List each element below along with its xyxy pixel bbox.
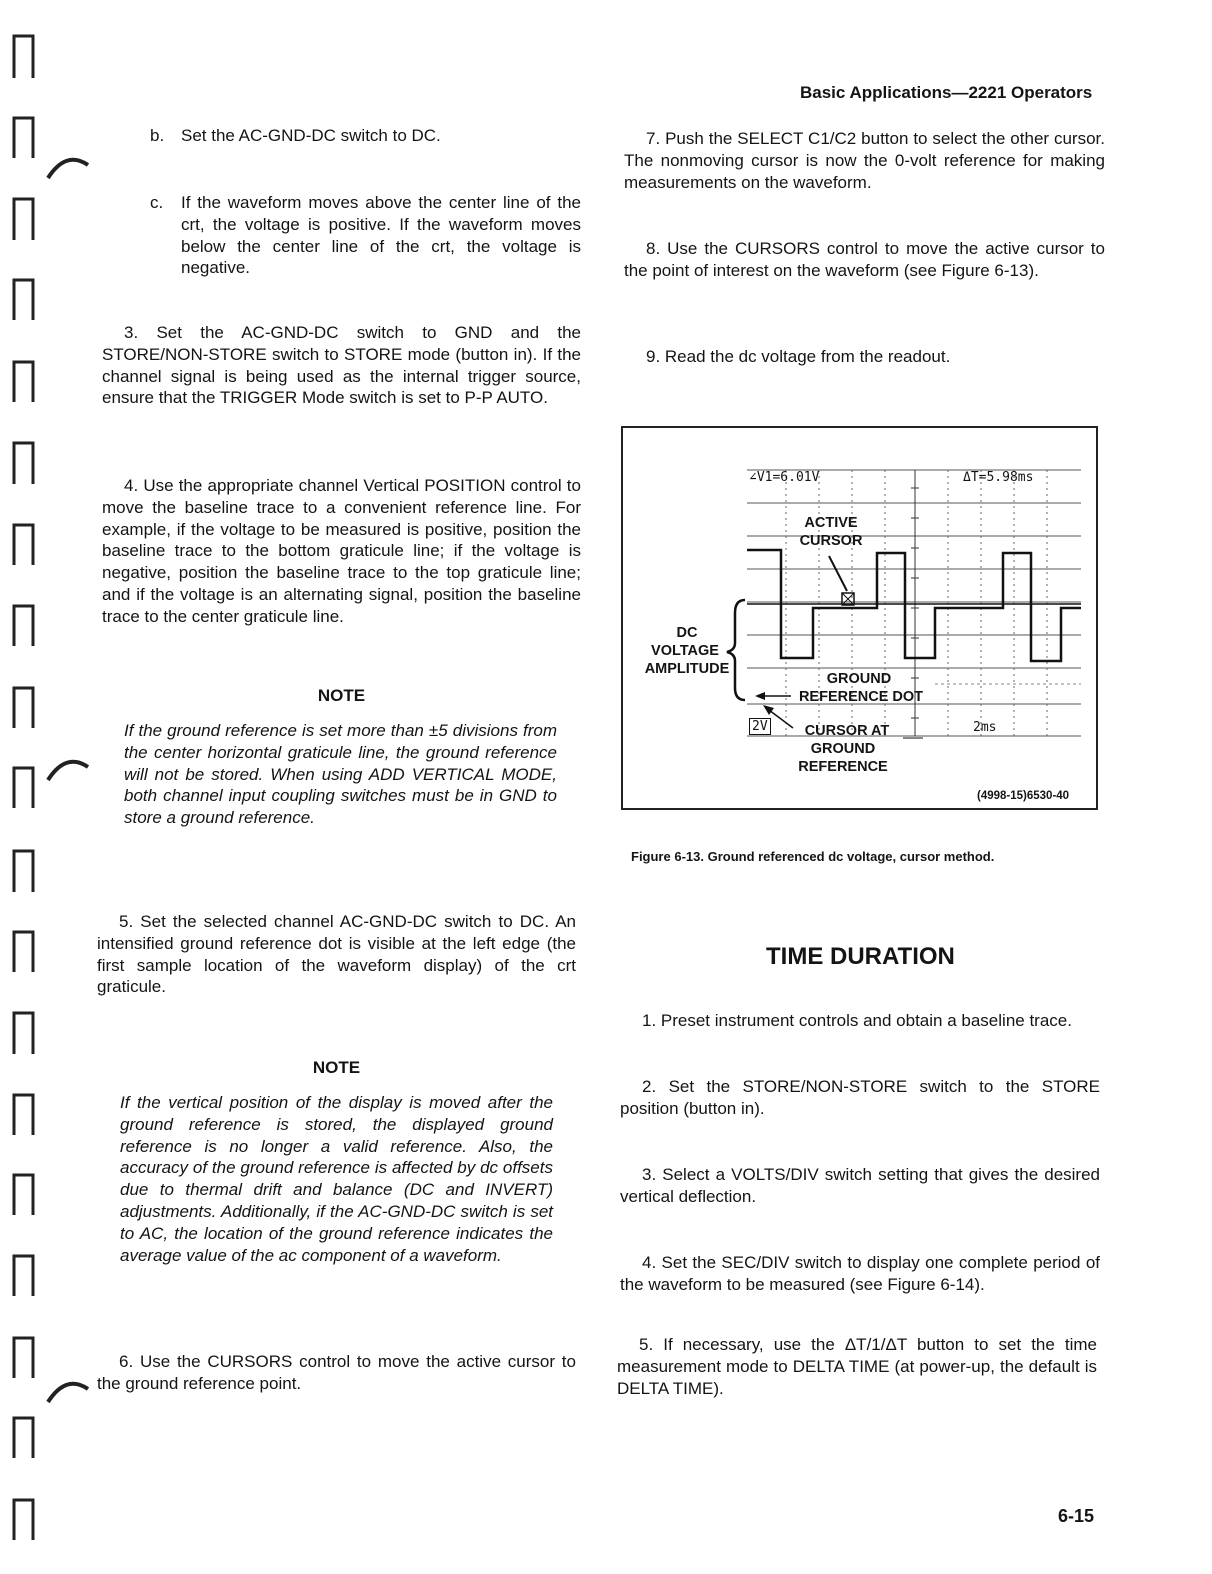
running-header: Basic Applications—2221 Operators xyxy=(800,83,1093,102)
figure-code: (4998-15)6530-40 xyxy=(977,790,1070,802)
readout-time: ΔT=5.98ms xyxy=(963,470,1034,485)
step-3: 3. Set the AC-GND-DC switch to GND and the STORE/NON-STORE switch to STORE mode (button in). If the channel signal is being used as the internal trigger source, ensure that the TRIGGER Mode switch is set to P-P AUTO. xyxy=(102,323,581,408)
step-4: 4. Use the appropriate channel Vertical POSITION control to move the baseline trace to a convenient reference line. For example, if the voltage to be measured is positive, position the baseline trace to the bottom graticule line; if the voltage is negative, position the baseline trace to the top graticule line; and if the voltage is an alternating signal, position the baseline trace to the center graticule line. xyxy=(102,476,581,626)
label-cursor-2: GROUND xyxy=(810,741,876,757)
label-dc-1: DC xyxy=(676,625,698,641)
td-step-2: 2. Set the STORE/NON-STORE switch to the STORE position (button in). xyxy=(620,1077,1100,1118)
td-step-3: 3. Select a VOLTS/DIV switch setting that gives the desired vertical deflection. xyxy=(620,1165,1100,1206)
figure-caption: Figure 6-13. Ground referenced dc voltage, cursor method. xyxy=(631,849,995,864)
step-c-marker: c. xyxy=(150,193,164,212)
label-active-cursor-1: ACTIVE xyxy=(804,515,858,531)
step-8: 8. Use the CURSORS control to move the active cursor to the point of interest on the waveform (see Figure 6-13). xyxy=(624,239,1105,280)
label-active-cursor-2: CURSOR xyxy=(799,533,863,549)
step-b-text: Set the AC-GND-DC switch to DC. xyxy=(181,126,441,145)
step-9: 9. Read the dc voltage from the readout. xyxy=(646,347,951,366)
td-step-5: 5. If necessary, use the ΔT/1/ΔT button to set the time measurement mode to DELTA TIME (at power-up, the default is DELTA TIME). xyxy=(617,1335,1097,1398)
step-7: 7. Push the SELECT C1/C2 button to select the other cursor. The nonmoving cursor is now the 0-volt reference for making measurements on the waveform. xyxy=(624,129,1105,192)
note-2-title: NOTE xyxy=(312,1058,361,1077)
label-ground-1: GROUND xyxy=(826,671,892,687)
binder-marks xyxy=(0,0,110,1574)
note-1-text: If the ground reference is set more than ±5 divisions from the center horizontal graticule line, the ground reference will not be stored. When using ADD VERTICAL MODE, both channel input coupling switches must be in GND to store a ground reference. xyxy=(124,721,557,828)
note-2-text: If the vertical position of the display is moved after the ground reference is stored, the displayed ground reference is no longer a valid reference. Also, the accuracy of the ground reference is affected by dc offsets due to thermal drift and balance (DC and INVERT) adjustments. Additionally, if the AC-GND-DC switch is set to AC, the location of the ground reference indicates the average value of the ac component of a waveform. xyxy=(120,1093,553,1265)
step-5: 5. Set the selected channel AC-GND-DC switch to DC. An intensified ground reference dot is visible at the left edge (the first sample location of the waveform display) of the crt graticule. xyxy=(97,912,576,997)
step-6: 6. Use the CURSORS control to move the active cursor to the ground reference point. xyxy=(97,1352,576,1393)
section-title: TIME DURATION xyxy=(766,943,955,970)
label-cursor-1: CURSOR AT xyxy=(804,723,890,739)
step-b-marker: b. xyxy=(150,126,165,145)
label-cursor-3: REFERENCE xyxy=(798,759,888,775)
td-step-4: 4. Set the SEC/DIV switch to display one complete period of the waveform to be measured (see Figure 6-14). xyxy=(620,1253,1100,1294)
label-dc-3: AMPLITUDE xyxy=(644,661,730,677)
figure-6-13 xyxy=(621,426,1098,810)
label-dc-2: VOLTAGE xyxy=(651,643,719,659)
td-step-1: 1. Preset instrument controls and obtain a baseline trace. xyxy=(642,1011,1072,1030)
readout-voltage: ∠V1=6.01V xyxy=(749,470,820,485)
page-number: 6-15 xyxy=(1058,1506,1095,1526)
sec-div-readout: 2ms xyxy=(973,720,997,735)
step-c-text: If the waveform moves above the center line of the crt, the voltage is positive. If the waveform moves below the center line of the crt, the voltage is negative. xyxy=(181,193,581,278)
note-1-title: NOTE xyxy=(317,686,366,705)
volts-div-readout: 2V xyxy=(749,718,771,735)
label-ground-2: REFERENCE DOT xyxy=(798,689,924,705)
